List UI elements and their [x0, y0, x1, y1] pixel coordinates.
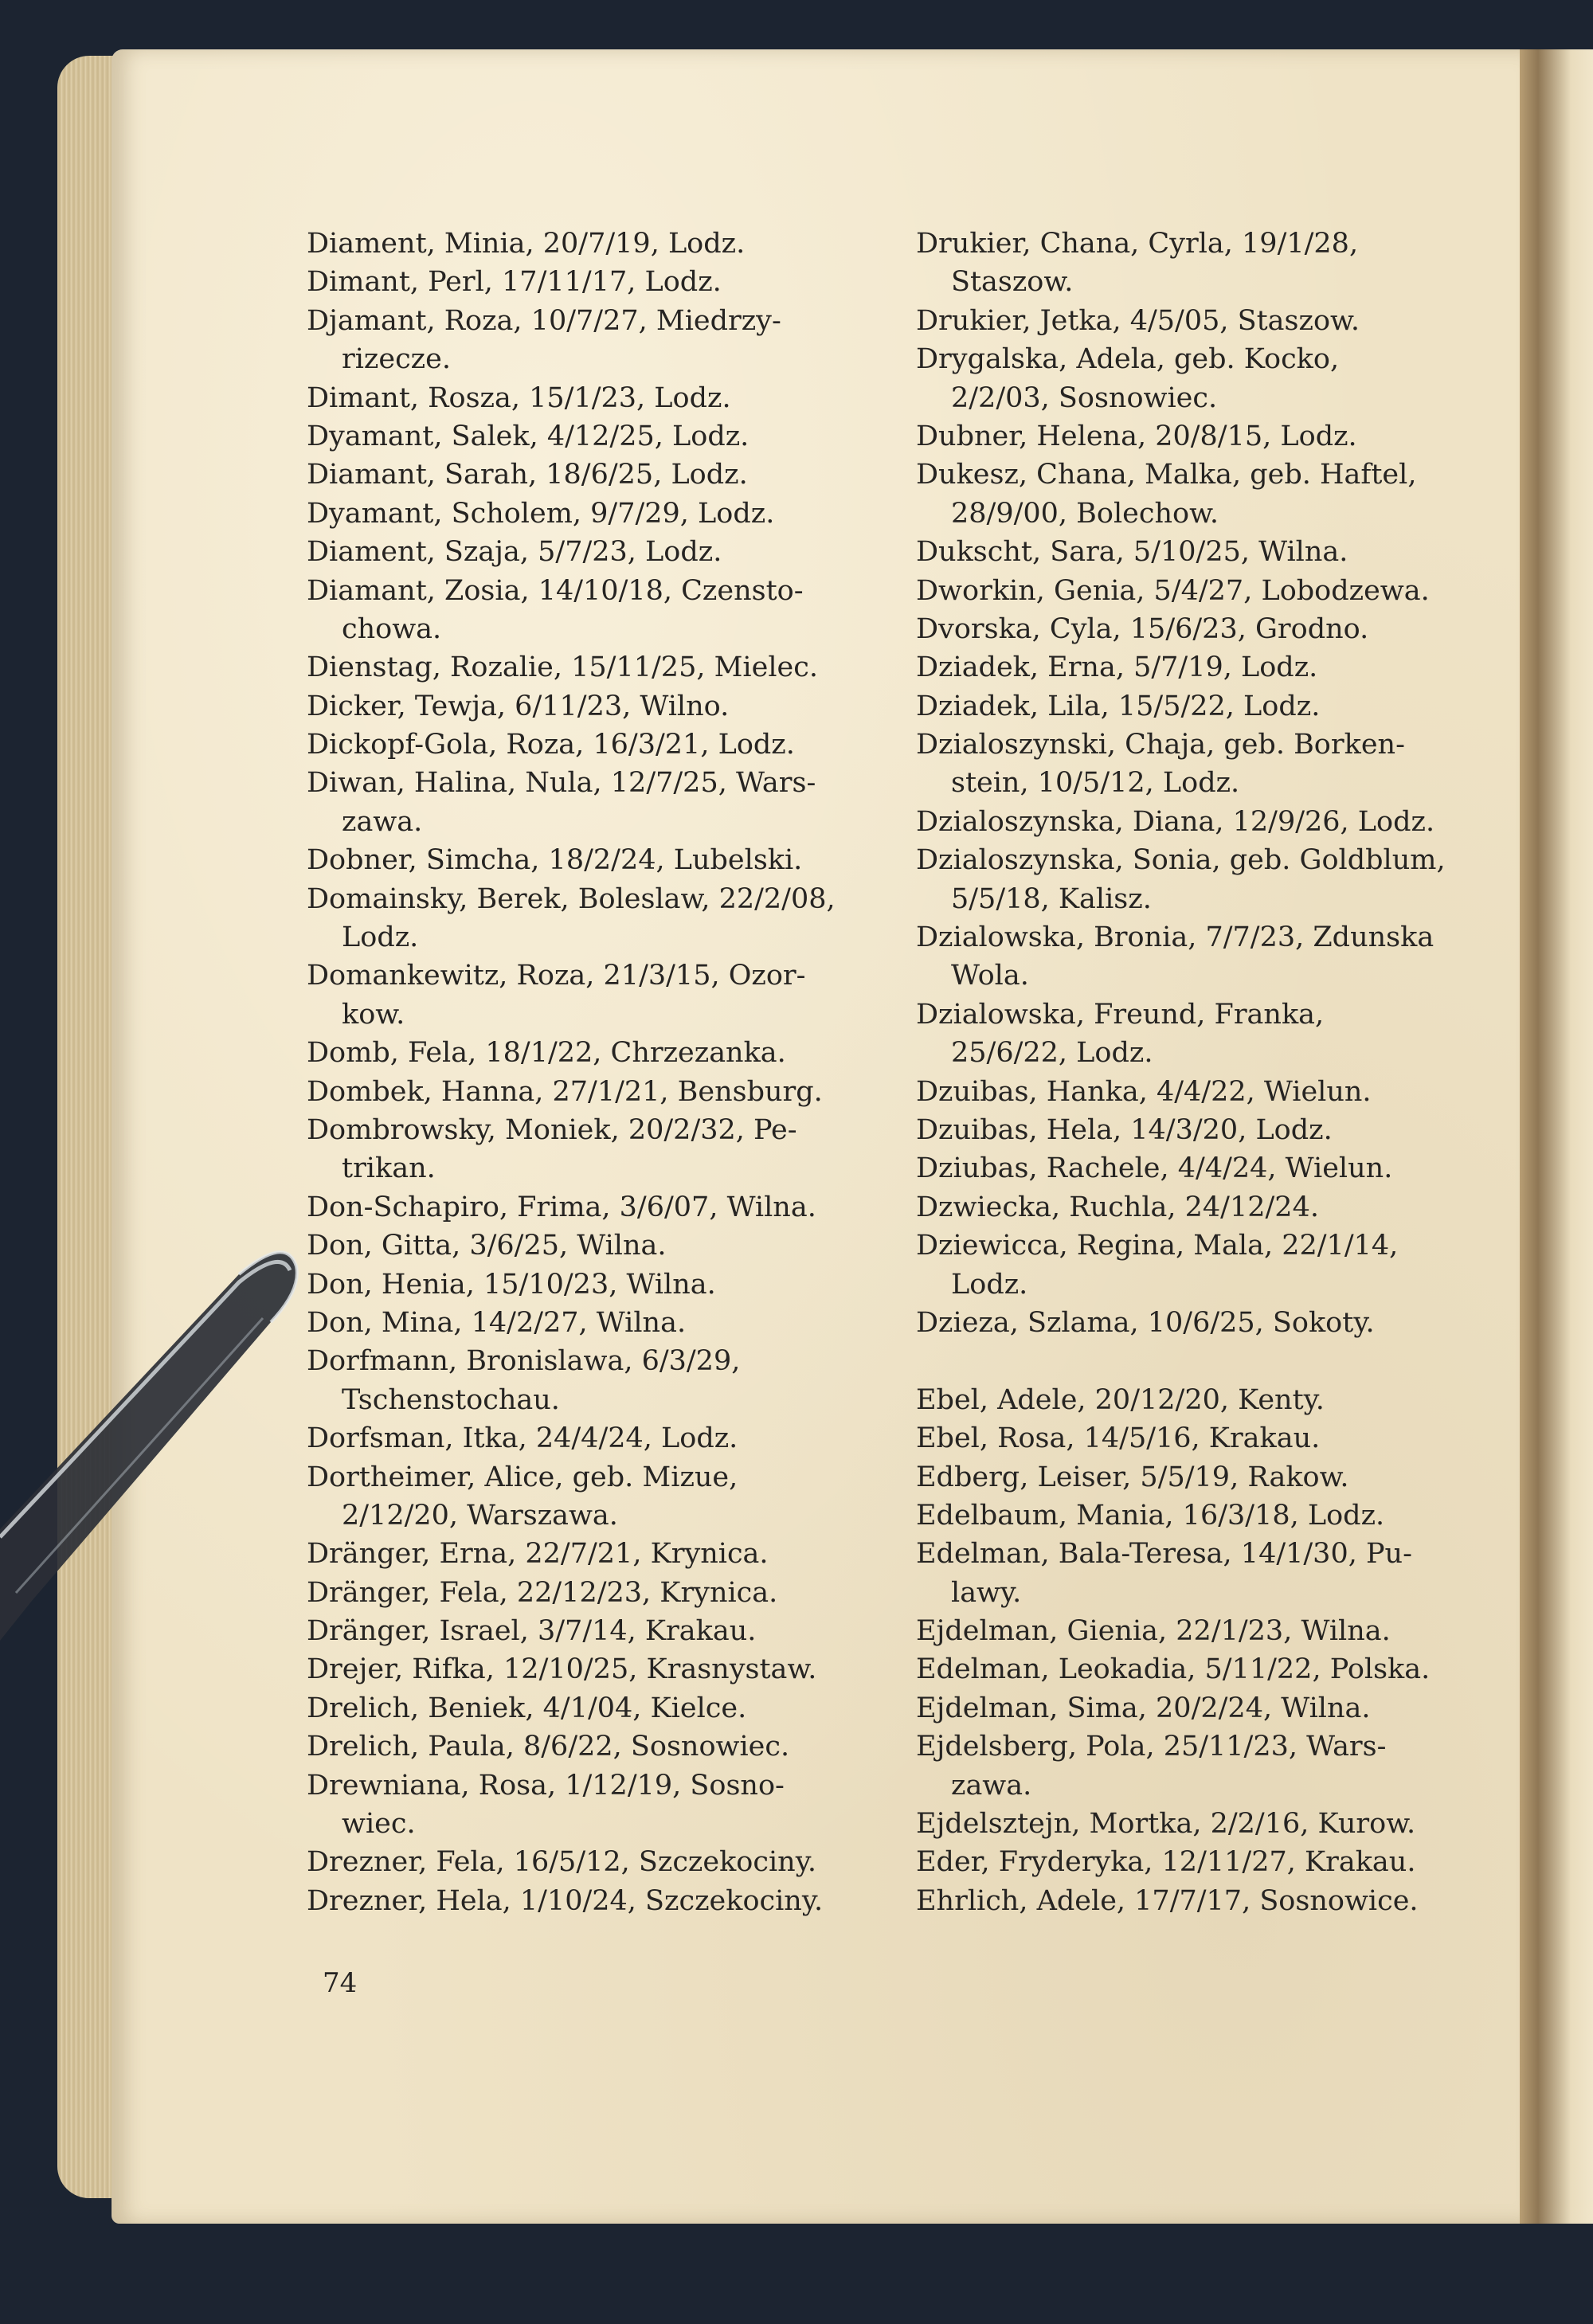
entry-line: Dzialoszynski, Chaja, geb. Borken-	[916, 729, 1405, 761]
entry-continuation-line: 25/6/22, Lodz.	[951, 1037, 1153, 1070]
entry-line: Dzialowska, Freund, Franka,	[916, 998, 1325, 1031]
entry-line: Dimant, Rosza, 15/1/23, Lodz.	[307, 381, 731, 414]
entry-line: Don, Henia, 15/10/23, Wilna.	[307, 1268, 716, 1301]
entry-line: Dränger, Fela, 22/12/23, Krynica.	[307, 1576, 778, 1609]
entry-line: Dziadek, Lila, 15/5/22, Lodz.	[916, 690, 1321, 722]
entry-line: Dienstag, Rozalie, 15/11/25, Mielec.	[307, 651, 818, 684]
entry-line: Dvorska, Cyla, 15/6/23, Grodno.	[916, 612, 1369, 645]
entry-line: Drezner, Fela, 16/5/12, Szczekociny.	[307, 1846, 816, 1879]
entry-continuation-line: 2/12/20, Warszawa.	[342, 1499, 618, 1532]
entry-line: Drezner, Hela, 1/10/24, Szczekociny.	[307, 1884, 824, 1917]
book-spine	[1520, 49, 1593, 2224]
entry-continuation-line: Staszow.	[951, 266, 1074, 299]
entry-line: Ejdelsberg, Pola, 25/11/23, Wars-	[916, 1731, 1387, 1763]
entry-line: Diament, Minia, 20/7/19, Lodz.	[307, 228, 746, 260]
entry-line: Dzuibas, Hela, 14/3/20, Lodz.	[916, 1113, 1333, 1146]
entry-line: Dorfsman, Itka, 24/4/24, Lodz.	[307, 1422, 738, 1455]
entry-line: Drelich, Paula, 8/6/22, Sosnowiec.	[307, 1731, 790, 1763]
entry-line: Dobner, Simcha, 18/2/24, Lubelski.	[307, 844, 803, 877]
entry-line: Diamant, Sarah, 18/6/25, Lodz.	[307, 459, 748, 491]
entry-line: Dortheimer, Alice, geb. Mizue,	[307, 1461, 738, 1493]
entry-continuation-line: chowa.	[342, 612, 442, 645]
entry-line: Domb, Fela, 18/1/22, Chrzezanka.	[307, 1037, 786, 1070]
entry-line: Dyamant, Scholem, 9/7/29, Lodz.	[307, 497, 775, 530]
entry-line: Drelich, Beniek, 4/1/04, Kielce.	[307, 1692, 747, 1724]
entry-line: Domainsky, Berek, Boleslaw, 22/2/08,	[307, 882, 836, 915]
entry-line: Edelbaum, Mania, 16/3/18, Lodz.	[916, 1499, 1385, 1532]
entry-continuation-line: Wola.	[951, 960, 1029, 992]
entry-continuation-line: 28/9/00, Bolechow.	[951, 497, 1219, 530]
entry-line: Domankewitz, Roza, 21/3/15, Ozor-	[307, 960, 806, 992]
left-column	[307, 225, 900, 1920]
entry-continuation-line: 5/5/18, Kalisz.	[951, 882, 1152, 915]
entry-line: Dzieza, Szlama, 10/6/25, Sokoty.	[916, 1306, 1375, 1339]
section-gap	[916, 1342, 1493, 1380]
entry-continuation-line: Lodz.	[342, 921, 419, 954]
entry-line: Dziewicca, Regina, Mala, 22/1/14,	[916, 1230, 1399, 1262]
entry-line: Diwan, Halina, Nula, 12/7/25, Wars-	[307, 767, 816, 800]
entry-continuation-line: lawy.	[951, 1576, 1022, 1609]
entry-line: Don, Mina, 14/2/27, Wilna.	[307, 1306, 687, 1339]
entry-line: Diament, Szaja, 5/7/23, Lodz.	[307, 536, 722, 569]
entry-line: Drukier, Jetka, 4/5/05, Staszow.	[916, 304, 1360, 337]
entry-line: Dränger, Erna, 22/7/21, Krynica.	[307, 1538, 769, 1571]
entry-line: Dubner, Helena, 20/8/15, Lodz.	[916, 420, 1357, 452]
entry-line: Edelman, Leokadia, 5/11/22, Polska.	[916, 1653, 1431, 1686]
entry-line: Don-Schapiro, Frima, 3/6/07, Wilna.	[307, 1191, 816, 1223]
right-column	[916, 225, 1493, 1920]
entry-line: Dicker, Tewja, 6/11/23, Wilno.	[307, 690, 730, 722]
entry-line: Edelman, Bala-Teresa, 14/1/30, Pu-	[916, 1538, 1412, 1571]
entry-line: Dukscht, Sara, 5/10/25, Wilna.	[916, 536, 1348, 569]
entry-line: Ebel, Rosa, 14/5/16, Krakau.	[916, 1422, 1321, 1455]
tweezer-icon	[0, 1227, 335, 1641]
entry-line: Drejer, Rifka, 12/10/25, Krasnystaw.	[307, 1653, 817, 1686]
entry-line: Dzwiecka, Ruchla, 24/12/24.	[916, 1191, 1319, 1223]
entry-line: Ehrlich, Adele, 17/7/17, Sosnowice.	[916, 1884, 1419, 1917]
entry-continuation-line: kow.	[342, 998, 405, 1031]
entry-line: Dickopf-Gola, Roza, 16/3/21, Lodz.	[307, 729, 795, 761]
entry-line: Ejdelman, Sima, 20/2/24, Wilna.	[916, 1692, 1371, 1724]
entry-line: Dimant, Perl, 17/11/17, Lodz.	[307, 266, 722, 299]
entry-line: Dworkin, Genia, 5/4/27, Lobodzewa.	[916, 574, 1430, 607]
entry-line: Dombek, Hanna, 27/1/21, Bensburg.	[307, 1075, 823, 1108]
entry-continuation-line: wiec.	[342, 1808, 416, 1841]
entry-line: Dränger, Israel, 3/7/14, Krakau.	[307, 1615, 757, 1648]
entry-line: Dukesz, Chana, Malka, geb. Haftel,	[916, 459, 1417, 491]
entry-line: Dzialoszynska, Diana, 12/9/26, Lodz.	[916, 805, 1435, 838]
entry-line: Dziadek, Erna, 5/7/19, Lodz.	[916, 651, 1318, 684]
entry-line: Dzialowska, Bronia, 7/7/23, Zdunska	[916, 921, 1434, 954]
entry-line: Ejdelsztejn, Mortka, 2/2/16, Kurow.	[916, 1808, 1416, 1841]
entry-line: Drukier, Chana, Cyrla, 19/1/28,	[916, 228, 1359, 260]
entry-line: Don, Gitta, 3/6/25, Wilna.	[307, 1230, 667, 1262]
entry-line: Drewniana, Rosa, 1/12/19, Sosno-	[307, 1769, 785, 1802]
entry-line: Diamant, Zosia, 14/10/18, Czensto-	[307, 574, 804, 607]
entry-continuation-line: 2/2/03, Sosnowiec.	[951, 381, 1218, 414]
entry-continuation-line: trikan.	[342, 1152, 436, 1185]
entry-line: Ebel, Adele, 20/12/20, Kenty.	[916, 1383, 1325, 1416]
entry-line: Ejdelman, Gienia, 22/1/23, Wilna.	[916, 1615, 1391, 1648]
entry-continuation-line: zawa.	[342, 805, 423, 838]
entry-continuation-line: stein, 10/5/12, Lodz.	[951, 767, 1240, 800]
entry-line: Dziubas, Rachele, 4/4/24, Wielun.	[916, 1152, 1393, 1185]
entry-line: Djamant, Roza, 10/7/27, Miedrzy-	[307, 304, 781, 337]
entry-line: Dombrowsky, Moniek, 20/2/32, Pe-	[307, 1113, 797, 1146]
entry-line: Dzuibas, Hanka, 4/4/22, Wielun.	[916, 1075, 1372, 1108]
entry-continuation-line: Lodz.	[951, 1268, 1028, 1301]
entry-line: Dyamant, Salek, 4/12/25, Lodz.	[307, 420, 750, 452]
entry-continuation-line: rizecze.	[342, 343, 451, 376]
page-number: 74	[323, 1967, 358, 1999]
entry-line: Edberg, Leiser, 5/5/19, Rakow.	[916, 1461, 1349, 1493]
entry-line: Eder, Fryderyka, 12/11/27, Krakau.	[916, 1846, 1416, 1879]
entry-continuation-line: zawa.	[951, 1769, 1032, 1802]
entry-line: Dzialoszynska, Sonia, geb. Goldblum,	[916, 844, 1446, 877]
entry-line: Dorfmann, Bronislawa, 6/3/29,	[307, 1345, 741, 1378]
entry-continuation-line: Tschenstochau.	[342, 1383, 560, 1416]
entry-line: Drygalska, Adela, geb. Kocko,	[916, 343, 1340, 376]
